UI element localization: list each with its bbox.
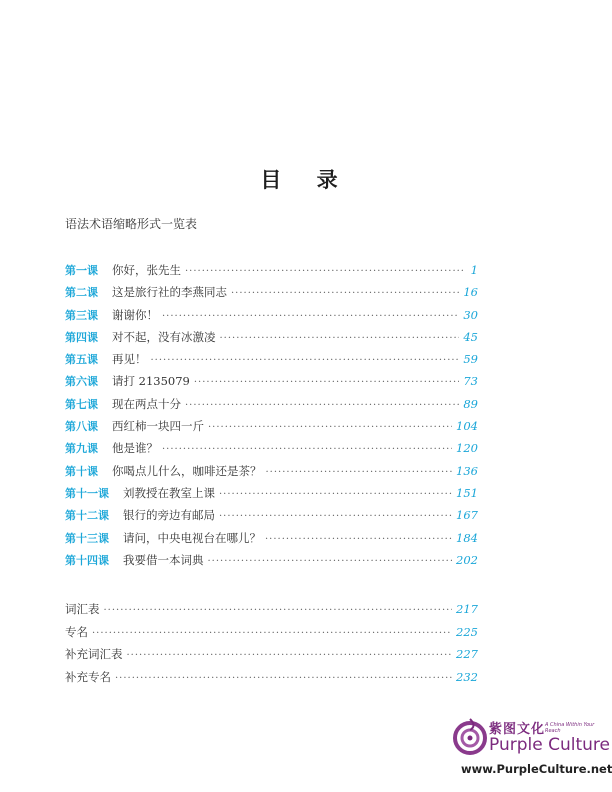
lesson-number: 第四课 <box>65 330 98 344</box>
toc-appendix-row[interactable] <box>65 669 478 692</box>
lesson-title: 谢谢你！ <box>112 307 158 322</box>
dot-leader <box>162 311 459 322</box>
lesson-title: 银行的旁边有邮局 <box>123 508 215 523</box>
dot-leader <box>219 511 452 522</box>
logo-chinese-text: 紫图文化 <box>489 722 546 737</box>
lesson-number: 第十四课 <box>65 553 109 567</box>
lesson-title: 西红柿一块四一斤 <box>112 419 204 434</box>
toc-lesson-row[interactable] <box>65 440 478 462</box>
page-number: 202 <box>456 552 478 567</box>
dot-leader <box>185 266 464 277</box>
dot-leader <box>92 628 452 639</box>
logo-name: Purple Culture <box>489 735 610 755</box>
toc-lesson-row[interactable] <box>65 418 478 440</box>
lesson-title: 对不起，没有冰激凌 <box>112 329 216 344</box>
page-number: 1 <box>470 263 478 277</box>
purple-culture-logo <box>445 712 610 790</box>
appendix-title: 补充专名 <box>65 670 111 685</box>
lesson-number: 第九课 <box>65 442 98 456</box>
dot-leader <box>104 605 453 616</box>
lesson-number: 第一课 <box>65 264 98 277</box>
dot-leader <box>219 489 452 500</box>
lesson-title: 他是谁？ <box>112 441 158 456</box>
toc-lesson-row[interactable] <box>65 373 478 395</box>
appendix-title: 专名 <box>65 624 88 639</box>
lesson-list <box>65 262 478 574</box>
page-number: 89 <box>463 396 478 411</box>
lesson-title: 再见！ <box>112 352 147 367</box>
toc-appendix-row[interactable] <box>65 624 478 647</box>
toc-lesson-row[interactable] <box>65 307 478 329</box>
page-number: 136 <box>456 463 478 478</box>
dot-leader <box>231 288 459 299</box>
toc-lesson-row[interactable] <box>65 262 478 284</box>
dot-leader <box>115 673 452 684</box>
page-number: 45 <box>463 329 478 344</box>
lesson-title: 请问，中央电视台在哪儿？ <box>123 530 261 545</box>
lesson-number: 第八课 <box>65 420 98 434</box>
toc-lesson-row[interactable] <box>65 530 478 552</box>
page-title: 目 录 <box>260 168 352 192</box>
toc-lesson-row[interactable] <box>65 507 478 529</box>
page-number: 30 <box>463 307 478 322</box>
dot-leader <box>208 556 453 567</box>
toc-lesson-row[interactable] <box>65 396 478 418</box>
dot-leader <box>194 377 459 388</box>
page-number: 217 <box>456 602 478 616</box>
lesson-title: 你好，张先生 <box>112 263 181 277</box>
page-number: 167 <box>456 508 478 523</box>
page-number: 225 <box>456 624 478 639</box>
lesson-number: 第三课 <box>65 308 98 322</box>
lesson-title: 现在两点十分 <box>112 396 181 411</box>
dot-leader <box>127 650 453 661</box>
page-number: 120 <box>456 441 478 456</box>
toc-lesson-row[interactable] <box>65 351 478 373</box>
lesson-title: 刘教授在教室上课 <box>123 485 215 500</box>
lesson-number: 第七课 <box>65 397 98 411</box>
dot-leader <box>208 422 452 433</box>
appendix-title: 词汇表 <box>65 602 100 616</box>
logo-tagline: A China Within Your Reach <box>545 722 595 734</box>
lesson-number: 第六课 <box>65 375 98 389</box>
toc-lesson-row[interactable] <box>65 284 478 306</box>
lesson-title: 我要借一本词典 <box>123 552 204 567</box>
toc-lesson-row[interactable] <box>65 329 478 351</box>
lesson-number: 第十课 <box>65 464 98 478</box>
page-number: 73 <box>463 374 478 389</box>
lesson-number: 第十一课 <box>65 486 109 500</box>
lesson-number: 第十三课 <box>65 531 109 545</box>
toc-appendix-row[interactable] <box>65 646 478 669</box>
page-number: 16 <box>463 285 478 300</box>
page-number: 227 <box>456 647 478 662</box>
abbreviation-table-link[interactable]: 语法术语缩略形式一览表 <box>65 217 198 231</box>
lesson-number: 第二课 <box>65 286 98 300</box>
lesson-number: 第十二课 <box>65 509 109 523</box>
spiral-logo-icon <box>453 716 487 756</box>
dot-leader <box>220 333 460 344</box>
dot-leader <box>265 534 452 545</box>
dot-leader <box>162 444 452 455</box>
toc-lesson-row[interactable] <box>65 552 478 574</box>
dot-leader <box>266 467 453 478</box>
page-number: 59 <box>463 352 478 367</box>
toc-appendix-row[interactable] <box>65 601 478 624</box>
page-number: 104 <box>456 419 478 434</box>
page-number: 184 <box>456 530 478 545</box>
dot-leader <box>185 400 459 411</box>
logo-url: www.PurpleCulture.net <box>461 762 612 776</box>
appendix-title: 补充词汇表 <box>65 647 123 662</box>
lesson-title: 请打 2135079 <box>112 374 190 389</box>
toc-lesson-row[interactable] <box>65 485 478 507</box>
appendix-list <box>65 601 478 692</box>
toc-lesson-row[interactable] <box>65 463 478 485</box>
page-number: 232 <box>456 670 478 685</box>
page-number: 151 <box>456 485 478 500</box>
dot-leader <box>151 355 460 366</box>
lesson-title: 这是旅行社的李燕同志 <box>112 285 227 300</box>
lesson-title: 你喝点儿什么，咖啡还是茶？ <box>112 463 262 478</box>
lesson-number: 第五课 <box>65 353 98 367</box>
